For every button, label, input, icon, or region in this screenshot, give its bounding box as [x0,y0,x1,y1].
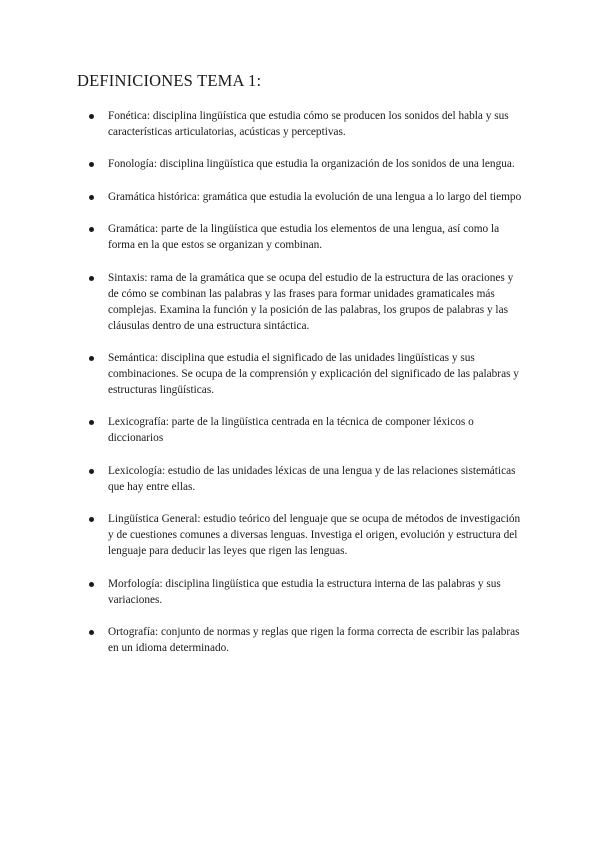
definition-text: Sintaxis: rama de la gramática que se ocupa del estudio de la estructura de las oraciones y de cómo se combinan las palabras y las frases para formar unidades gramaticales más complejas. Examina la función y la posición de las palabras, los grupos de palabras y las cláusulas dentro de una estructura sintáctica. [108,271,514,332]
list-item [0,108,600,140]
list-item [0,156,600,172]
definition-text: Fonología: disciplina lingüística que estudia la organización de los sonidos de una lengua. [108,158,515,171]
bullet-icon [89,356,94,361]
list-item [0,189,600,205]
bullet-icon [89,162,94,167]
list-item [0,624,600,656]
list-item [0,221,600,253]
bullet-icon [89,582,94,587]
definition-text: Fonética: disciplina lingüística que estudia cómo se producen los sonidos del habla y sus características articulatorias, acústicas y perceptivas. [108,110,509,138]
bullet-icon [89,469,94,474]
bullet-icon [89,517,94,522]
definition-text: Morfología: disciplina lingüística que estudia la estructura interna de las palabras y sus variaciones. [108,577,501,606]
bullet-icon [89,195,94,200]
list-item [0,350,600,398]
bullet-icon [89,114,94,119]
list-item [0,576,600,608]
definition-text: Lingüística General: estudio teórico del lenguaje que se ocupa de métodos de investigación y de cuestiones comunes a diversas lenguas. Investiga el origen, evolución y estructura del lenguaje para deducir las leyes que rigen las lenguas. [108,513,521,558]
list-item [0,414,600,446]
bullet-icon [89,276,94,281]
definitions-list [0,108,600,672]
bullet-icon [89,630,94,635]
bullet-icon [89,420,94,425]
bullet-icon [89,227,94,232]
list-item [0,270,600,334]
page-title: DEFINICIONES TEMA 1: [77,71,262,90]
definition-text: Gramática histórica: gramática que estudia la evolución de una lengua a lo largo del tiempo [108,190,522,203]
definition-text: Semántica: disciplina que estudia el significado de las unidades lingüísticas y sus combinaciones. Se ocupa de la comprensión y explicación del significado de las palabras y estructuras lingüísticas. [108,351,519,396]
definition-text: Lexicografía: parte de la lingüística centrada en la técnica de componer léxicos o diccionarios [108,416,474,445]
definition-text: Lexicología: estudio de las unidades léxicas de una lengua y de las relaciones sistemáticas que hay entre ellas. [108,464,516,493]
definition-text: Ortografía: conjunto de normas y reglas que rigen la forma correcta de escribir las palabras en un idioma determinado. [108,625,520,654]
definition-text: Gramática: parte de la lingüística que estudia los elementos de una lengua, así como la forma en la que estos se organizan y combinan. [108,223,500,252]
list-item [0,463,600,495]
list-item [0,511,600,559]
